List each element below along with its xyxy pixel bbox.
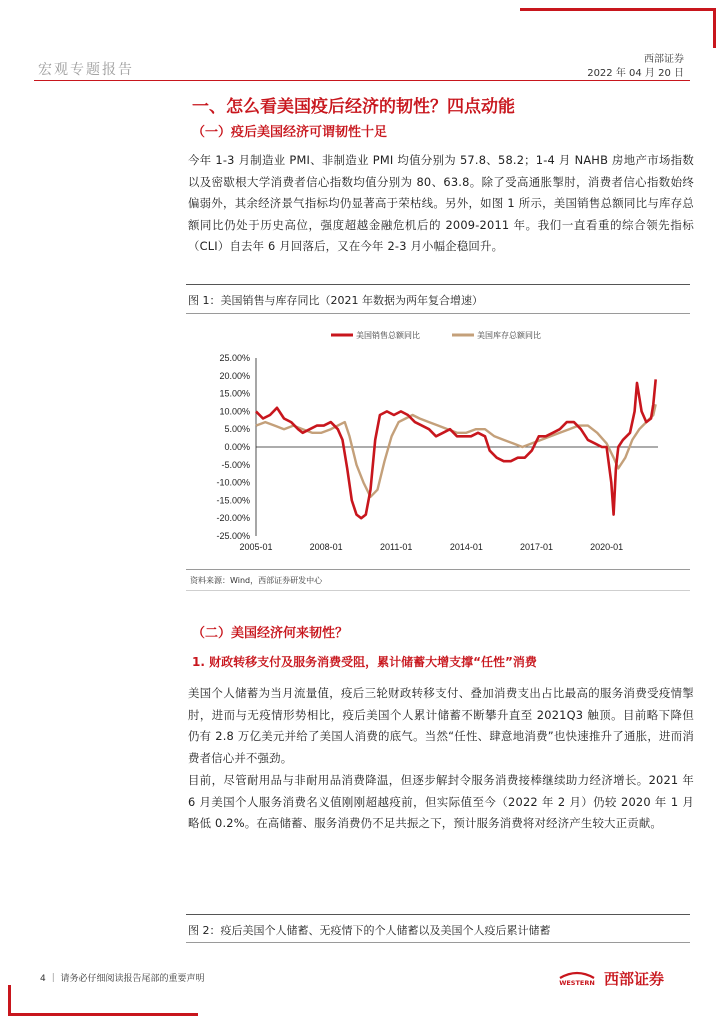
- figure1-bottom-rule: [186, 569, 690, 570]
- header-brand: 西部证券: [644, 54, 684, 65]
- y-tick-label: 0.00%: [224, 442, 250, 452]
- report-date: 2022 年 04 月 20 日: [587, 68, 684, 79]
- y-tick-label: -5.00%: [221, 459, 250, 470]
- subsection-title-2: （二）美国经济何来韧性？: [192, 626, 349, 641]
- figure2-title-rule: [186, 942, 690, 943]
- paragraph-1: 今年 1-3 月制造业 PMI、非制造业 PMI 均值分别为 57.8、58.2；1-4 月 NAHB 房地产市场指数以及密歇根大学消费者信心指数均值分别为 80、63.8。除了受高通胀掣肘，消费者信心指数始终偏弱外，其余经济景气指标均仍显著高于荣枯线。另外，如图 1 所示，美国销售总额同比与库存总额同比仍处于历史高位，强度超越金融危机后的 2009-2011 年。我们一直看重的综合领先指标（CLI）自去年 6 月回落后，又在今年 2-3 月小幅企稳回升。: [188, 153, 694, 253]
- y-tick-label: 15.00%: [219, 388, 250, 399]
- corner-accent-bottom: [8, 1013, 198, 1016]
- corner-accent-top: [520, 8, 716, 11]
- header-divider: [34, 80, 690, 81]
- figure1-source-rule: [186, 590, 690, 591]
- y-tick-label: -10.00%: [216, 477, 250, 488]
- paragraph-3: 目前，尽管耐用品与非耐用品消费降温，但逐步解封令服务消费接棒继续助力经济增长。2021 年 6 月美国个人服务消费名义值刚刚超越疫前，但实际值至今（2022 年 2 月）仍较 2020 年 1 月略低 0.2%。在高储蓄、服务消费仍不足共振之下，预计服务消费将对经济产生较大正贡献。: [188, 773, 694, 830]
- brand-logo-mark: WESTERN: [559, 979, 595, 987]
- x-tick-label: 2017-01: [519, 542, 553, 552]
- corner-accent-bottom-vertical: [8, 985, 11, 1016]
- figure1-title-rule: [186, 313, 690, 314]
- series-line-inventory: [256, 404, 656, 497]
- chart-series: [256, 379, 656, 518]
- y-tick-label: -25.00%: [216, 531, 250, 541]
- brand-logo-icon: [556, 970, 598, 988]
- x-tick-label: 2011-01: [380, 542, 413, 552]
- figure2-top-rule: [186, 914, 690, 915]
- subsection-title-1: （一）疫后美国经济可谓韧性十足: [192, 125, 388, 140]
- figure1-top-rule: [186, 284, 690, 285]
- footer-disclaimer: 4 ｜ 请务必仔细阅读报告尾部的重要声明: [40, 974, 205, 984]
- x-tick-label: 2014-01: [449, 542, 483, 552]
- legend-label-2: 美国库存总额同比: [477, 331, 541, 340]
- figure1-title: 图 1：美国销售与库存同比（2021 年数据为两年复合增速）: [188, 294, 483, 307]
- x-tick-label: 2020-01: [590, 542, 624, 552]
- section-title: 一、怎么看美国疫后经济的韧性？四点动能: [192, 97, 515, 117]
- figure2-title: 图 2：疫后美国个人储蓄、无疫情下的个人储蓄以及美国个人疫后累计储蓄: [188, 924, 551, 937]
- chart-legend: [331, 330, 541, 340]
- y-tick-label: -15.00%: [216, 495, 250, 506]
- y-tick-label: 5.00%: [224, 424, 250, 435]
- y-tick-label: 10.00%: [219, 406, 250, 417]
- chart-axes: [216, 353, 658, 552]
- report-type: 宏观专题报告: [38, 62, 134, 78]
- corner-accent-top-vertical: [713, 8, 716, 48]
- y-tick-label: 25.00%: [219, 353, 250, 363]
- paragraph-2: 美国个人储蓄为当月流量值，疫后三轮财政转移支付、叠加消费支出占比最高的服务消费受疫情掣肘，进而与无疫情形势相比，疫后美国个人累计储蓄不断攀升直至 2021Q3 触顶。目前略下降但仍有 2.8 万亿美元并给了美国人消费的底气。当然“任性、肆意地消费”也快速推升了通胀，进而消费者信心并不强劲。: [188, 686, 694, 765]
- y-tick-label: 20.00%: [219, 370, 250, 381]
- figure1-source: 资料来源：Wind，西部证券研发中心: [190, 576, 323, 585]
- point-title-1: 1. 财政转移支付及服务消费受阻，累计储蓄大增支撑“任性”消费: [192, 655, 537, 669]
- legend-label-1: 美国销售总额同比: [356, 331, 420, 340]
- x-tick-label: 2005-01: [239, 542, 273, 552]
- brand-logo-text: 西部证券: [604, 970, 665, 988]
- x-tick-label: 2008-01: [309, 542, 343, 552]
- y-tick-label: -20.00%: [216, 513, 250, 524]
- series-line-sales: [256, 379, 656, 518]
- figure1-chart: [186, 322, 686, 567]
